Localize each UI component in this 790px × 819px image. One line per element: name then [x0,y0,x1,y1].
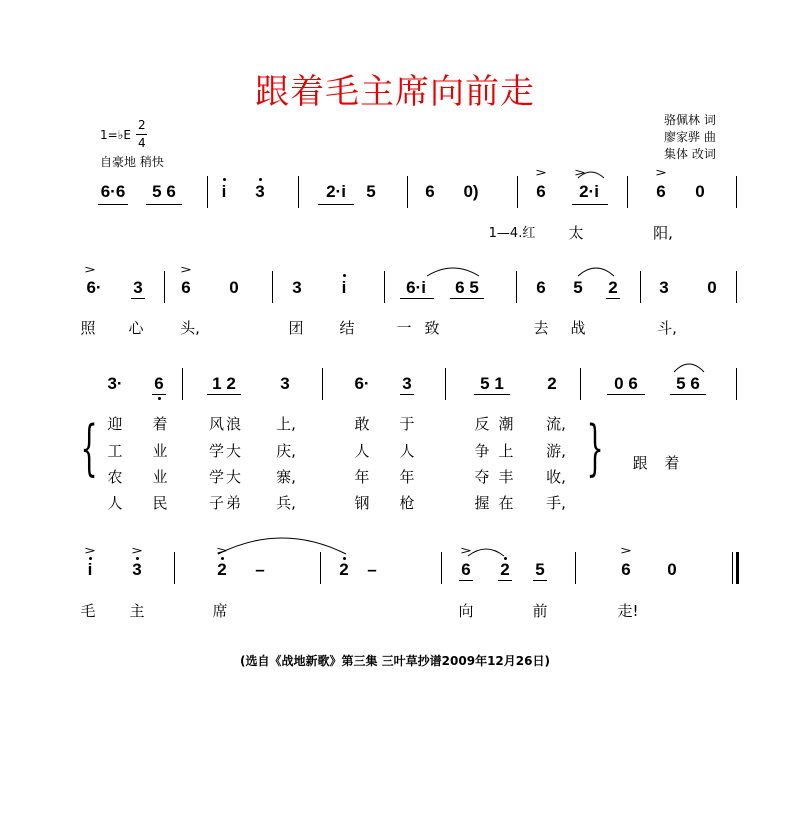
note: 6 [656,182,666,201]
lyric: 致 [424,319,440,337]
note: 3 [659,278,669,297]
note: 6 [461,560,471,579]
lyric: 头, [180,319,200,337]
barline [575,552,576,584]
octave-dot [89,557,92,560]
note: 3 [280,374,290,393]
note: 5 [573,278,583,297]
underline [98,204,128,205]
accent-mark: > [535,166,547,179]
underline [131,298,145,299]
tempo-marking: 自豪地 稍快 [100,155,164,169]
note: 1 2 [212,374,236,393]
lyric: 斗, [657,319,677,337]
accent-mark: > [84,544,96,557]
lyric: 迎 [107,415,123,433]
lyric: 着 [152,415,168,433]
lyric: 钢 [354,494,370,512]
lyric: 走! [617,602,639,620]
note: 5 6 [676,374,700,393]
lyric: 工 [107,442,123,460]
note: 2 [547,374,557,393]
barline [736,176,737,208]
accent-mark: > [620,544,632,557]
note: 2 [608,278,618,297]
underline [459,580,473,581]
lyric: 人 [354,442,370,460]
barline [736,368,737,400]
lyric: 流, [546,415,566,433]
lyric: 枪 [399,494,415,512]
barline [322,368,323,400]
note: 2·i [579,182,599,201]
lyric: 上, [276,415,296,433]
lyric: 寨, [276,468,296,486]
underline [533,580,547,581]
lyric: 去 [533,319,549,337]
lyric: 毛 [80,602,96,620]
time-signature-line [136,134,147,135]
lyric: 农 [107,468,123,486]
note: 3 [132,560,142,579]
lyric: 兵, [276,494,296,512]
lyric: 庆, [276,442,296,460]
accent-mark: > [84,263,96,276]
octave-dot [221,557,224,560]
note: 6· [86,278,102,297]
note: 5 [535,560,545,579]
lyric: 子弟 [208,494,244,512]
lyric: 向 [458,602,474,620]
barline [580,368,581,400]
lyric: 人 [399,442,415,460]
final-barline-thick [736,552,739,584]
barline [736,271,737,303]
lyric: 民 [152,494,168,512]
barline [441,552,442,584]
barline [384,271,385,303]
lyric: 年 [354,468,370,486]
note: 0 [229,278,239,297]
note: 2 [217,560,227,579]
octave-dot-low [158,397,161,400]
lyric: 业 [152,442,168,460]
underline [400,394,414,395]
lyric: 学大 [208,442,244,460]
barline [627,176,628,208]
tie [216,532,348,556]
slur [466,544,506,558]
note: 5 6 [152,182,176,201]
underline [146,204,182,205]
note: 3· [107,374,123,393]
barline [207,176,208,208]
lyric: 反 [474,415,490,433]
note: 3 [255,182,265,201]
slur [576,166,606,180]
underline [474,394,510,395]
lyric: 1—4.红 [488,226,536,241]
note: 5 [366,182,376,201]
lyric: 握 [474,494,490,512]
barline [640,271,641,303]
note: 2 [339,560,349,579]
underline [152,394,166,395]
note: 3 [402,374,412,393]
lyric: 潮 [498,415,514,433]
lyric: 战 [570,319,586,337]
lyric: 夺 [474,468,490,486]
note: i [221,182,227,201]
note: 2 [500,560,510,579]
octave-dot [223,178,226,181]
note: 0 [707,278,717,297]
barline [174,552,175,584]
lyricist-credit: 骆佩林 词 [664,113,716,127]
underline [498,580,512,581]
left-brace: { [80,413,98,483]
note: 6 [154,374,164,393]
lyric: 于 [399,415,415,433]
barline [445,368,446,400]
note: – [367,560,377,579]
right-brace: } [586,413,604,483]
lyric: 敢 [354,415,370,433]
lyric: 游, [546,442,566,460]
lyric: 团 [288,319,304,337]
lyric: 太 [568,224,584,242]
octave-dot [136,557,139,560]
lyric: 人 [107,494,123,512]
lyric: 阳, [653,224,673,242]
note: 3 [292,278,302,297]
barline [164,271,165,303]
underline [207,394,241,395]
barline [298,176,299,208]
octave-dot [343,274,346,277]
underline [572,204,608,205]
time-signature-bottom: 4 [138,136,146,150]
note: 0 6 [614,374,638,393]
lyric: 席 [212,602,228,620]
underline [318,204,354,205]
note: 6·i [406,278,426,297]
accent-mark: > [655,166,667,179]
slur [672,358,706,374]
note: – [255,560,265,579]
lyric: 心 [128,319,144,337]
note: i [87,560,93,579]
note: 6 5 [455,278,479,297]
note: 6· [354,374,370,393]
lyric: 年 [399,468,415,486]
underline [670,394,706,395]
octave-dot [259,178,262,181]
accent-mark: > [216,544,228,557]
accent-mark: > [180,263,192,276]
barline [182,368,183,400]
source-note: (选自《战地新歌》第三集 三叶草抄谱2009年12月26日) [240,654,550,668]
accent-mark: > [131,544,143,557]
accent-mark: > [574,166,586,179]
note: 6 [425,182,435,201]
note: 5 1 [480,374,504,393]
note: 0 [695,182,705,201]
underline [450,298,484,299]
lyric: 丰 [498,468,514,486]
key-signature: 1=♭E [100,128,131,142]
refrain-lyric: 跟 着 [632,454,680,472]
final-barline-thin [732,552,733,584]
composer-credit: 廖家骅 曲 [664,130,716,144]
slur [425,262,481,278]
lyric: 上 [498,442,514,460]
song-title: 跟着毛主席向前走 [255,72,535,112]
barline [407,176,408,208]
slur [576,262,616,278]
underline [400,298,434,299]
lyric: 手, [546,494,566,512]
lyric: 收, [546,468,566,486]
barline [517,176,518,208]
barline [320,552,321,584]
note: 6 [536,278,546,297]
note: 6 [181,278,191,297]
note: 2·i [326,182,346,201]
underline [607,394,645,395]
reviser-credit: 集体 改词 [664,147,716,161]
note: 6 [536,182,546,201]
accent-mark: > [460,544,472,557]
lyric: 前 [532,602,548,620]
lyric: 争 [474,442,490,460]
time-signature-top: 2 [138,118,146,132]
lyric: 在 [498,494,514,512]
lyric: 一 [396,319,412,337]
note: 0) [463,182,479,201]
barline [272,271,273,303]
underline [606,298,620,299]
note: i [341,278,347,297]
barline [516,271,517,303]
lyric: 学大 [208,468,244,486]
note: 3 [133,278,143,297]
octave-dot [343,557,346,560]
lyric: 结 [339,319,355,337]
lyric: 照 [80,319,96,337]
note: 6 [621,560,631,579]
lyric: 业 [152,468,168,486]
lyric: 主 [129,602,145,620]
note: 0 [667,560,677,579]
note: 6·6 [100,182,126,201]
lyric: 风浪 [208,415,244,433]
